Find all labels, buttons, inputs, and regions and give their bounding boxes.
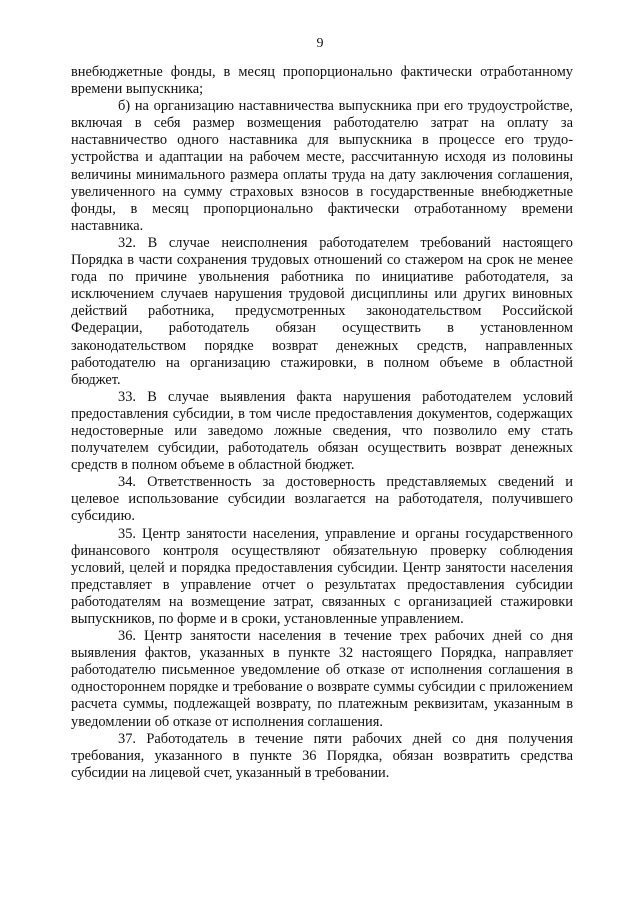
paragraph-clause-32: 32. В случае неисполнения работодателем требований настоящего Порядка в части сохранения трудовых отношений со стажером на срок не менее года по причине увольнения работника по инициативе работодателя, за исключением случаев нарушения трудовой дисциплины или других виновных действий работника, предусмотренных законодательством Российской Федерации, работодатель обязан осуществить в установленном законодательством порядке возврат денежных средств, направленных работодателю на организацию стажировки, в полном объеме в областной бюджет. <box>71 234 573 388</box>
paragraph-subitem-b: б) на организацию наставничества выпускника при его трудоустройстве, включая в себя размер возмещения работодателю затрат на оплату за наставничество одного наставника для выпускника в процессе его трудоустройства и адаптации на рабочем месте, рассчитанную исходя из половины величины минимального размера оплаты труда на дату заключения соглашения, увеличенного на сумму страховых взносов в государственные внебюджетные фонды, в месяц пропорционально фактически отработанному времени наставника. <box>71 98 573 234</box>
page-number: 9 <box>316 36 324 51</box>
paragraph-clause-36: 36. Центр занятости населения в течение трех рабочих дней со дня выявления фактов, указанных в пункте 32 настоящего Порядка, направляет работодателю письменное уведомление об отказе от исполнения соглашения в одностороннем порядке и требование о возврате суммы субсидии с приложением расчета суммы, подлежащей возврату, по платежным реквизитам, указанным в уведомлении об отказе от исполнения соглашения. <box>71 628 573 730</box>
paragraph-clause-35: 35. Центр занятости населения, управление и органы государственного финансового контроля осуществляют обязательную проверку соблюдения условий, целей и порядка предоставления субсидии. Центр занятости населения представляет в управление отчет о результатах предоставления субсидии работодателям на возмещение затрат, связанных с организацией стажировки выпускников, по форме и в сроки, установленные управлением. <box>71 525 573 627</box>
document-body <box>71 64 573 782</box>
paragraph-continuation: внебюджетные фонды, в месяц пропорционально фактически отработанному времени выпускника; <box>71 64 573 98</box>
paragraph-clause-37: 37. Работодатель в течение пяти рабочих дней со дня получения требования, указанного в пункте 36 Порядка, обязан возвратить средства субсидии на лицевой счет, указанный в требовании. <box>71 730 573 781</box>
paragraph-clause-34: 34. Ответственность за достоверность представляемых сведений и целевое использование субсидии возлагается на работодателя, получившего субсидию. <box>71 474 573 525</box>
paragraph-clause-33: 33. В случае выявления факта нарушения работодателем условий предоставления субсидии, в том числе предоставления документов, содержащих недостоверные или заведомо ложные сведения, что позволило ему стать получателем субсидии, работодатель обязан осуществить возврат денежных средств в полном объеме в областной бюджет. <box>71 388 573 474</box>
